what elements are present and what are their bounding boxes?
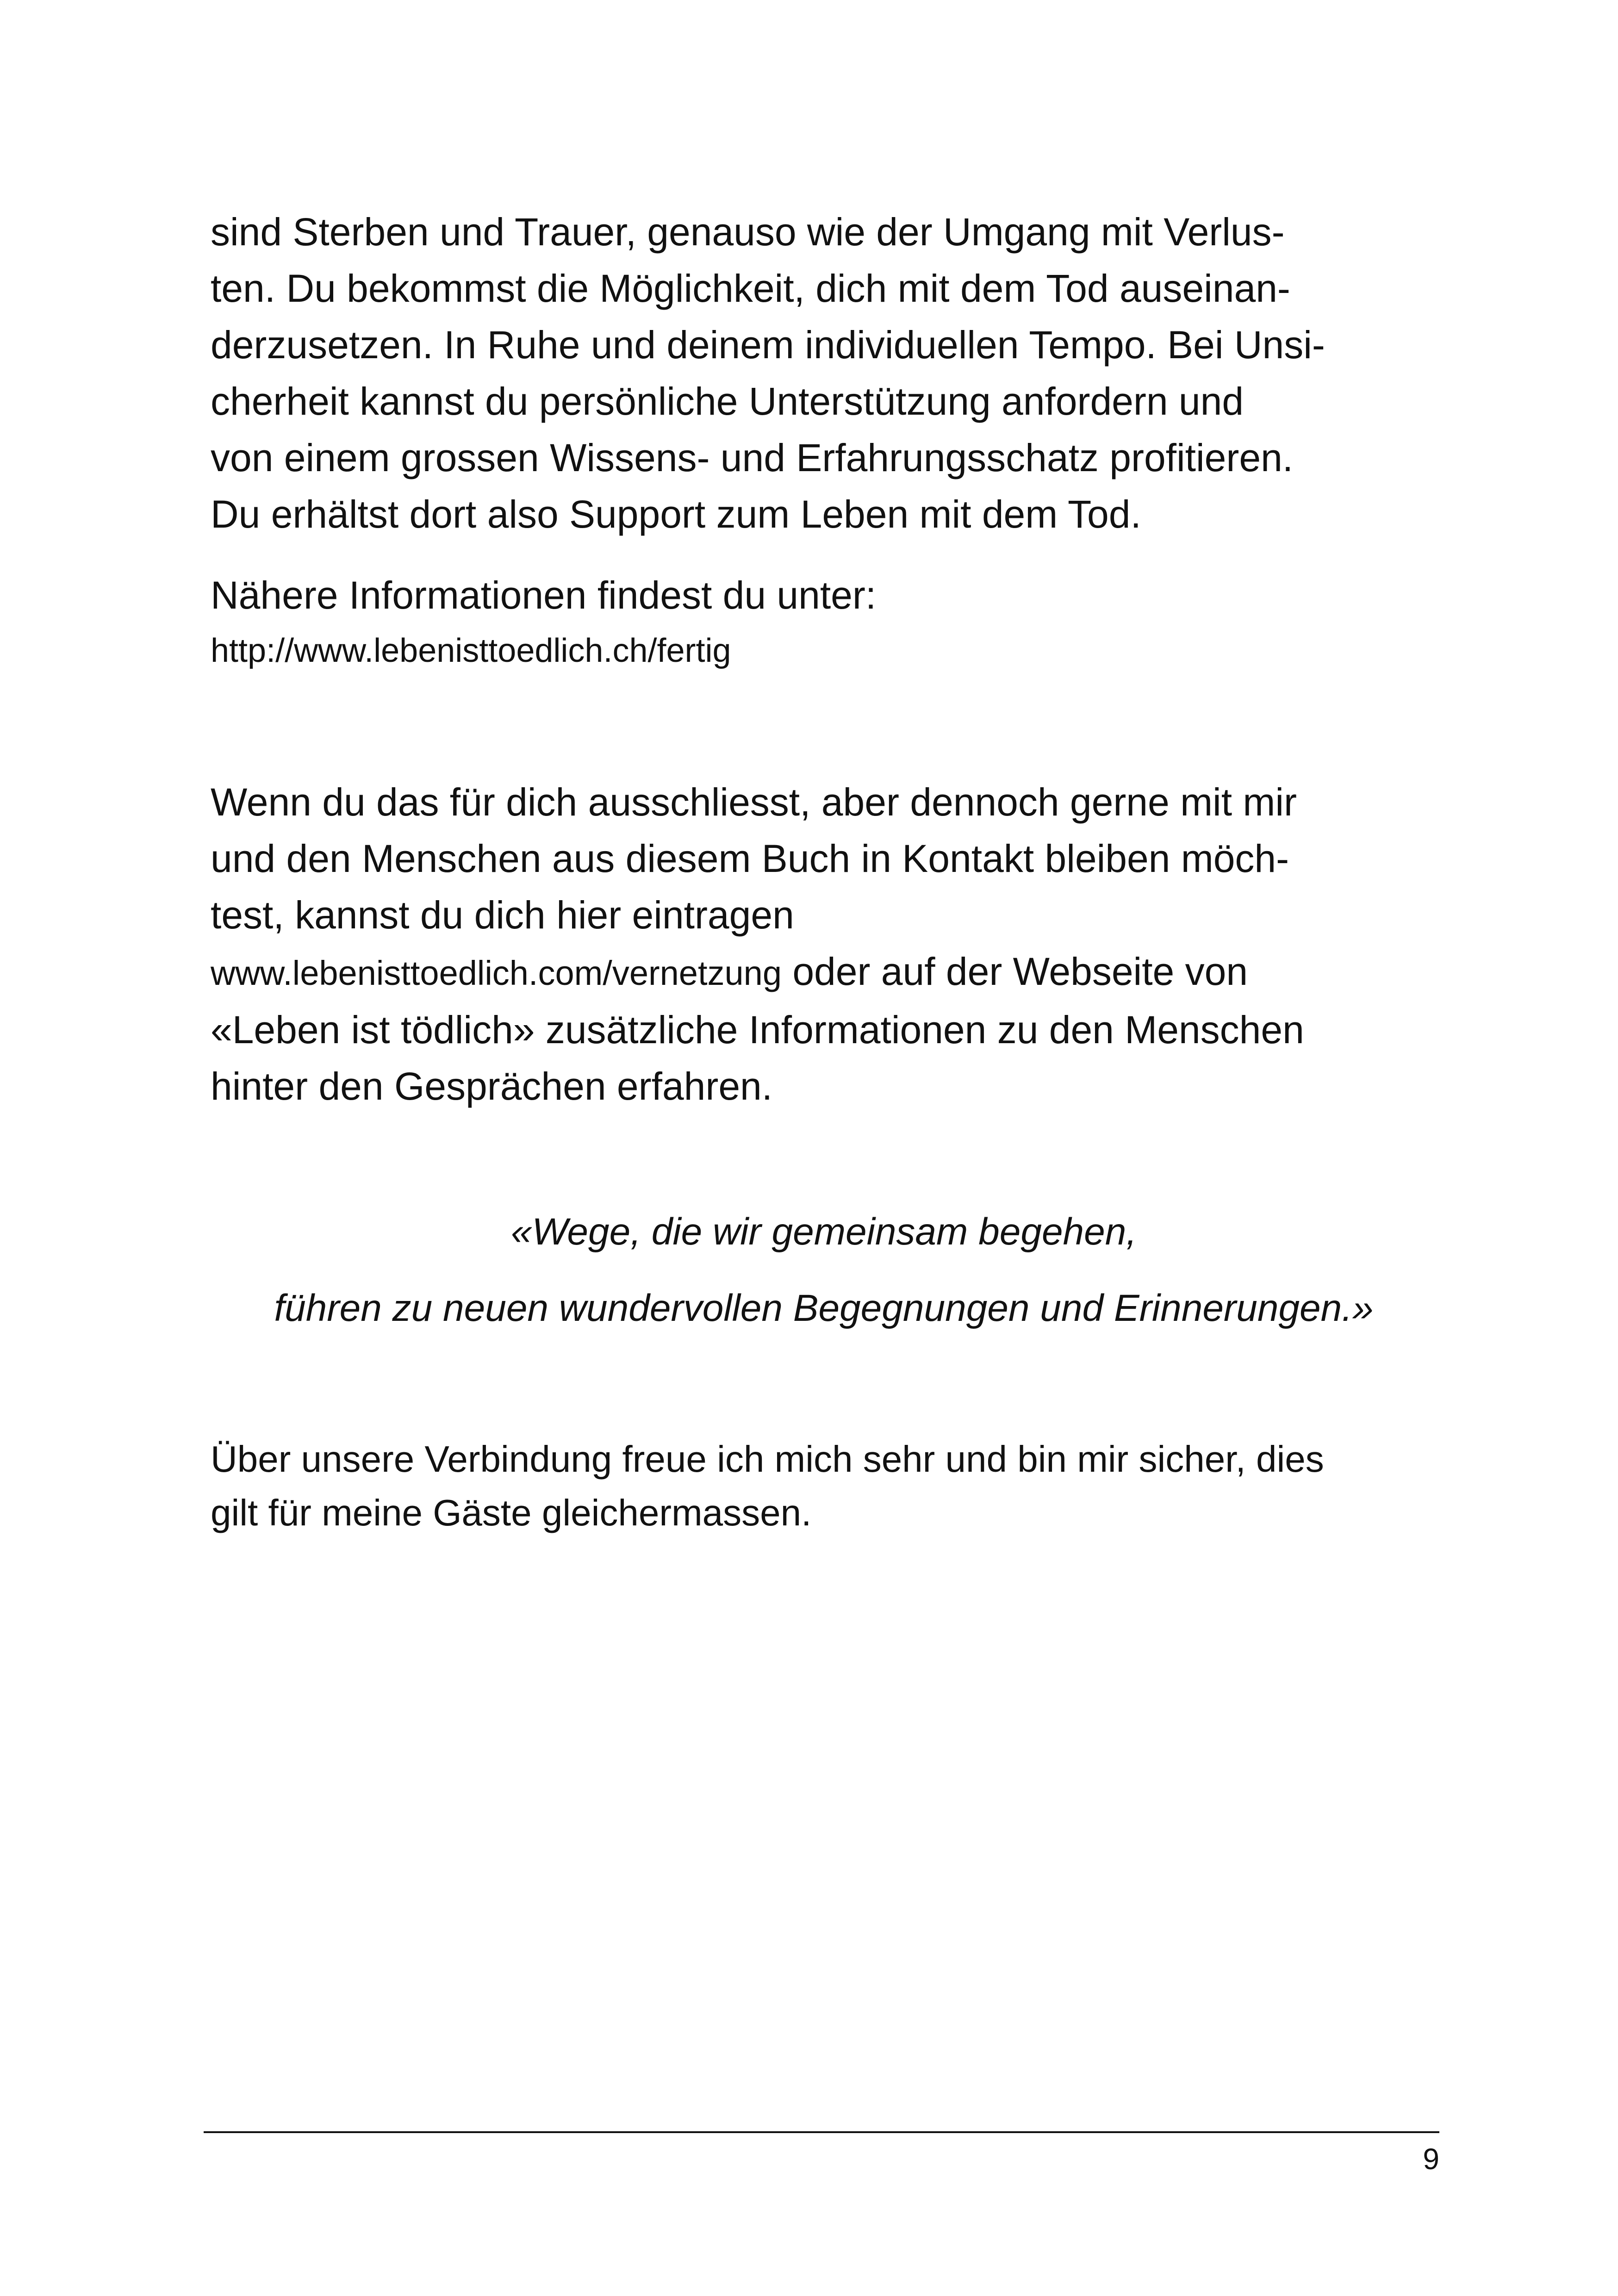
text-line (211, 943, 1437, 1002)
text-line: sind Sterben und Trauer, genauso wie der Umgang mit Verlus- (211, 210, 1285, 254)
text-line: «Leben ist tödlich» zusätzliche Informationen zu den Menschen (211, 1008, 1304, 1052)
text-line: Du erhältst dort also Support zum Leben mit dem Tod. (211, 492, 1141, 536)
closing-paragraph (211, 1432, 1437, 1540)
text-fragment: oder auf der Webseite von (781, 950, 1248, 993)
contact-paragraph (211, 774, 1437, 1114)
text-line: ten. Du bekommst die Möglichkeit, dich mit dem Tod auseinan- (211, 267, 1290, 310)
text-line: test, kannst du dich hier eintragen (211, 893, 794, 937)
info-url-link[interactable]: http://www.lebenisttoedlich.ch/fertig (211, 632, 731, 669)
text-line: Über unsere Verbindung freue ich mich sehr und bin mir sicher, dies (211, 1438, 1324, 1480)
intro-paragraph (211, 204, 1437, 542)
text-line: cherheit kannst du persönliche Unterstützung anfordern und (211, 380, 1244, 423)
text-line: gilt für meine Gäste gleichermassen. (211, 1492, 812, 1533)
text-line: Wenn du das für dich ausschliesst, aber dennoch gerne mit mir (211, 780, 1297, 824)
quote-line: führen zu neuen wundervollen Begegnungen und Erinnerungen.» (274, 1287, 1374, 1329)
footer-divider (204, 2131, 1439, 2133)
vernetzung-url-link[interactable]: www.lebenisttoedlich.com/vernetzung (211, 954, 782, 992)
info-paragraph (211, 567, 1437, 678)
quote-line: «Wege, die wir gemeinsam begehen, (510, 1211, 1137, 1253)
text-line: derzusetzen. In Ruhe und deinem individuellen Tempo. Bei Unsi- (211, 323, 1325, 367)
text-line: und den Menschen aus diesem Buch in Kontakt bleiben möch- (211, 837, 1289, 880)
text-line: von einem grossen Wissens- und Erfahrungsschatz profitieren. (211, 436, 1294, 479)
page-number: 9 (1423, 2142, 1439, 2176)
info-label: Nähere Informationen findest du unter: (211, 573, 877, 617)
text-line: hinter den Gesprächen erfahren. (211, 1064, 773, 1108)
